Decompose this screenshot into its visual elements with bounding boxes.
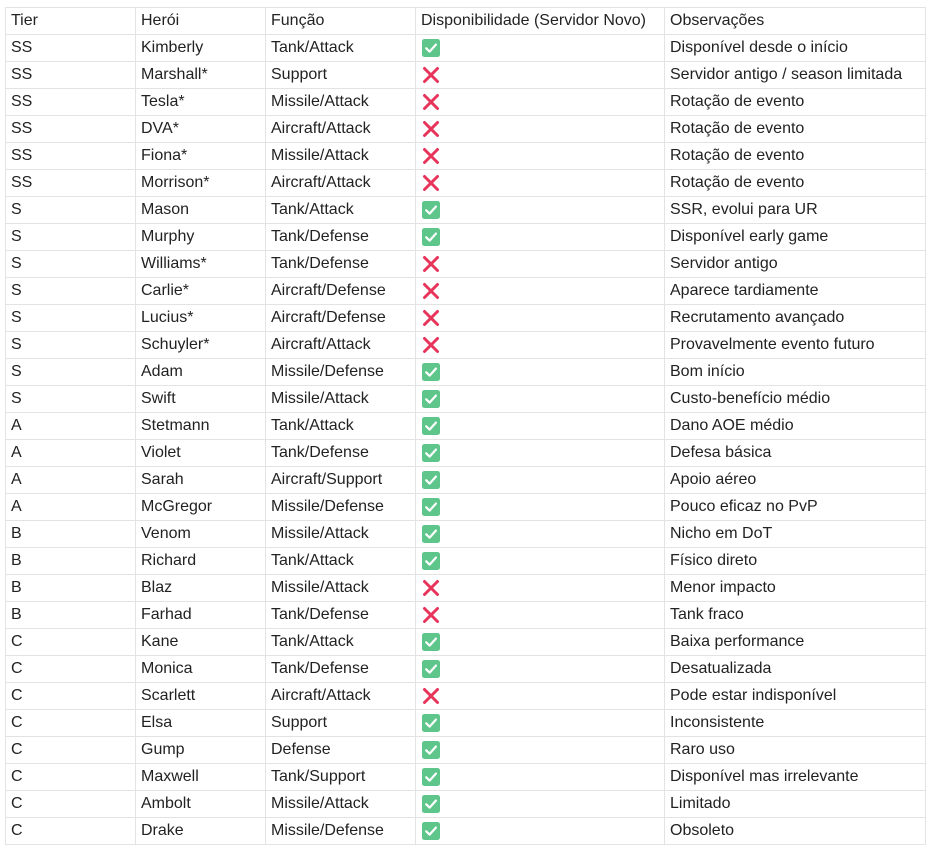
tier-cell: B [6, 521, 136, 548]
note-cell: Pode estar indisponível [665, 683, 926, 710]
role-cell: Missile/Attack [266, 791, 416, 818]
white-check-mark-icon [422, 633, 440, 651]
table-row [6, 116, 926, 143]
red-cross-mark-icon [422, 282, 440, 300]
note-cell: Custo-benefício médio [665, 386, 926, 413]
role-cell: Tank/Defense [266, 224, 416, 251]
note-cell: Disponível mas irrelevante [665, 764, 926, 791]
availability-cell [416, 791, 665, 818]
role-cell: Tank/Attack [266, 548, 416, 575]
table-row [6, 548, 926, 575]
table-row [6, 737, 926, 764]
hero-cell: Richard [136, 548, 266, 575]
note-cell: Servidor antigo / season limitada [665, 62, 926, 89]
hero-cell: Ambolt [136, 791, 266, 818]
availability-cell [416, 305, 665, 332]
note-cell: Disponível desde o início [665, 35, 926, 62]
table-row [6, 170, 926, 197]
table-row [6, 278, 926, 305]
note-cell: Menor impacto [665, 575, 926, 602]
tier-cell: S [6, 197, 136, 224]
hero-tier-table [5, 7, 926, 845]
availability-cell [416, 278, 665, 305]
red-cross-mark-icon [422, 93, 440, 111]
role-cell: Missile/Defense [266, 359, 416, 386]
note-cell: Dano AOE médio [665, 413, 926, 440]
white-check-mark-icon [422, 498, 440, 516]
hero-cell: Monica [136, 656, 266, 683]
role-cell: Missile/Attack [266, 143, 416, 170]
table-row [6, 224, 926, 251]
hero-cell: Schuyler* [136, 332, 266, 359]
tier-cell: SS [6, 62, 136, 89]
tier-cell: C [6, 764, 136, 791]
availability-cell [416, 683, 665, 710]
red-cross-mark-icon [422, 255, 440, 273]
note-cell: Rotação de evento [665, 116, 926, 143]
tier-cell: A [6, 494, 136, 521]
hero-cell: Elsa [136, 710, 266, 737]
white-check-mark-icon [422, 795, 440, 813]
availability-cell [416, 548, 665, 575]
note-cell: Nicho em DoT [665, 521, 926, 548]
red-cross-mark-icon [422, 174, 440, 192]
white-check-mark-icon [422, 768, 440, 786]
availability-cell [416, 521, 665, 548]
tier-cell: SS [6, 89, 136, 116]
hero-cell: Mason [136, 197, 266, 224]
availability-cell [416, 332, 665, 359]
tier-cell: S [6, 224, 136, 251]
tier-cell: C [6, 791, 136, 818]
table-row [6, 764, 926, 791]
white-check-mark-icon [422, 39, 440, 57]
table-row [6, 818, 926, 845]
table-row [6, 791, 926, 818]
availability-cell [416, 764, 665, 791]
table-row [6, 629, 926, 656]
hero-cell: Kimberly [136, 35, 266, 62]
role-cell: Missile/Attack [266, 386, 416, 413]
white-check-mark-icon [422, 201, 440, 219]
hero-cell: Lucius* [136, 305, 266, 332]
availability-cell [416, 224, 665, 251]
hero-cell: Scarlett [136, 683, 266, 710]
table-row [6, 305, 926, 332]
note-cell: Inconsistente [665, 710, 926, 737]
note-cell: Pouco eficaz no PvP [665, 494, 926, 521]
note-cell: Apoio aéreo [665, 467, 926, 494]
tier-cell: C [6, 737, 136, 764]
role-cell: Missile/Defense [266, 494, 416, 521]
note-cell: Limitado [665, 791, 926, 818]
table-row [6, 440, 926, 467]
tier-cell: S [6, 359, 136, 386]
header-row [6, 8, 926, 35]
hero-cell: Sarah [136, 467, 266, 494]
tier-cell: SS [6, 143, 136, 170]
hero-cell: Kane [136, 629, 266, 656]
table-row [6, 710, 926, 737]
white-check-mark-icon [422, 714, 440, 732]
tier-cell: S [6, 332, 136, 359]
role-cell: Support [266, 62, 416, 89]
note-cell: SSR, evolui para UR [665, 197, 926, 224]
table-row [6, 197, 926, 224]
hero-cell: Williams* [136, 251, 266, 278]
role-cell: Tank/Attack [266, 413, 416, 440]
note-cell: Baixa performance [665, 629, 926, 656]
availability-cell [416, 440, 665, 467]
red-cross-mark-icon [422, 120, 440, 138]
white-check-mark-icon [422, 822, 440, 840]
header-notes: Observações [665, 8, 926, 35]
white-check-mark-icon [422, 741, 440, 759]
tier-cell: C [6, 710, 136, 737]
table-row [6, 413, 926, 440]
role-cell: Missile/Attack [266, 575, 416, 602]
white-check-mark-icon [422, 363, 440, 381]
table-row [6, 656, 926, 683]
role-cell: Tank/Defense [266, 251, 416, 278]
tier-cell: C [6, 629, 136, 656]
hero-cell: Adam [136, 359, 266, 386]
role-cell: Tank/Defense [266, 656, 416, 683]
white-check-mark-icon [422, 417, 440, 435]
table-row [6, 386, 926, 413]
availability-cell [416, 89, 665, 116]
role-cell: Defense [266, 737, 416, 764]
availability-cell [416, 737, 665, 764]
white-check-mark-icon [422, 660, 440, 678]
tier-cell: S [6, 278, 136, 305]
role-cell: Tank/Support [266, 764, 416, 791]
table-row [6, 89, 926, 116]
note-cell: Raro uso [665, 737, 926, 764]
tier-cell: S [6, 305, 136, 332]
table-row [6, 521, 926, 548]
table-row [6, 251, 926, 278]
table-row [6, 62, 926, 89]
tier-cell: C [6, 683, 136, 710]
note-cell: Tank fraco [665, 602, 926, 629]
header-hero: Herói [136, 8, 266, 35]
tier-cell: C [6, 656, 136, 683]
hero-cell: Venom [136, 521, 266, 548]
red-cross-mark-icon [422, 66, 440, 84]
header-role: Função [266, 8, 416, 35]
hero-cell: Violet [136, 440, 266, 467]
availability-cell [416, 575, 665, 602]
tier-cell: A [6, 413, 136, 440]
white-check-mark-icon [422, 390, 440, 408]
hero-cell: Drake [136, 818, 266, 845]
red-cross-mark-icon [422, 579, 440, 597]
table-row [6, 494, 926, 521]
note-cell: Rotação de evento [665, 89, 926, 116]
hero-cell: Gump [136, 737, 266, 764]
hero-cell: Swift [136, 386, 266, 413]
header-availability: Disponibilidade (Servidor Novo) [416, 8, 665, 35]
availability-cell [416, 629, 665, 656]
table-row [6, 359, 926, 386]
hero-cell: Fiona* [136, 143, 266, 170]
table-row [6, 602, 926, 629]
availability-cell [416, 656, 665, 683]
availability-cell [416, 710, 665, 737]
hero-cell: Murphy [136, 224, 266, 251]
red-cross-mark-icon [422, 147, 440, 165]
availability-cell [416, 467, 665, 494]
white-check-mark-icon [422, 444, 440, 462]
table-row [6, 683, 926, 710]
role-cell: Missile/Attack [266, 89, 416, 116]
role-cell: Aircraft/Attack [266, 116, 416, 143]
availability-cell [416, 251, 665, 278]
availability-cell [416, 35, 665, 62]
note-cell: Servidor antigo [665, 251, 926, 278]
hero-cell: Carlie* [136, 278, 266, 305]
red-cross-mark-icon [422, 336, 440, 354]
red-cross-mark-icon [422, 309, 440, 327]
red-cross-mark-icon [422, 606, 440, 624]
availability-cell [416, 413, 665, 440]
role-cell: Tank/Attack [266, 629, 416, 656]
note-cell: Desatualizada [665, 656, 926, 683]
role-cell: Missile/Attack [266, 521, 416, 548]
hero-cell: Farhad [136, 602, 266, 629]
note-cell: Rotação de evento [665, 170, 926, 197]
hero-cell: DVA* [136, 116, 266, 143]
availability-cell [416, 818, 665, 845]
tier-cell: A [6, 440, 136, 467]
table-row [6, 575, 926, 602]
table-row [6, 143, 926, 170]
availability-cell [416, 143, 665, 170]
red-cross-mark-icon [422, 687, 440, 705]
role-cell: Missile/Defense [266, 818, 416, 845]
white-check-mark-icon [422, 525, 440, 543]
availability-cell [416, 197, 665, 224]
tier-cell: B [6, 548, 136, 575]
tier-cell: S [6, 251, 136, 278]
role-cell: Support [266, 710, 416, 737]
header-tier: Tier [6, 8, 136, 35]
role-cell: Aircraft/Attack [266, 332, 416, 359]
role-cell: Aircraft/Defense [266, 278, 416, 305]
tier-cell: B [6, 575, 136, 602]
availability-cell [416, 602, 665, 629]
tier-cell: S [6, 386, 136, 413]
tier-cell: SS [6, 170, 136, 197]
role-cell: Aircraft/Attack [266, 683, 416, 710]
note-cell: Físico direto [665, 548, 926, 575]
white-check-mark-icon [422, 471, 440, 489]
role-cell: Aircraft/Support [266, 467, 416, 494]
tier-cell: C [6, 818, 136, 845]
role-cell: Tank/Attack [266, 35, 416, 62]
hero-cell: Tesla* [136, 89, 266, 116]
note-cell: Recrutamento avançado [665, 305, 926, 332]
hero-cell: McGregor [136, 494, 266, 521]
hero-cell: Morrison* [136, 170, 266, 197]
note-cell: Obsoleto [665, 818, 926, 845]
role-cell: Tank/Defense [266, 602, 416, 629]
note-cell: Rotação de evento [665, 143, 926, 170]
table-body [6, 35, 926, 845]
tier-cell: SS [6, 116, 136, 143]
note-cell: Disponível early game [665, 224, 926, 251]
role-cell: Aircraft/Attack [266, 170, 416, 197]
tier-cell: A [6, 467, 136, 494]
table-row [6, 35, 926, 62]
white-check-mark-icon [422, 228, 440, 246]
hero-cell: Maxwell [136, 764, 266, 791]
hero-cell: Marshall* [136, 62, 266, 89]
table-row [6, 332, 926, 359]
role-cell: Aircraft/Defense [266, 305, 416, 332]
white-check-mark-icon [422, 552, 440, 570]
tier-cell: SS [6, 35, 136, 62]
role-cell: Tank/Defense [266, 440, 416, 467]
hero-cell: Blaz [136, 575, 266, 602]
tier-cell: B [6, 602, 136, 629]
availability-cell [416, 116, 665, 143]
note-cell: Provavelmente evento futuro [665, 332, 926, 359]
table-row [6, 467, 926, 494]
note-cell: Aparece tardiamente [665, 278, 926, 305]
availability-cell [416, 359, 665, 386]
availability-cell [416, 62, 665, 89]
note-cell: Defesa básica [665, 440, 926, 467]
availability-cell [416, 386, 665, 413]
note-cell: Bom início [665, 359, 926, 386]
role-cell: Tank/Attack [266, 197, 416, 224]
availability-cell [416, 494, 665, 521]
availability-cell [416, 170, 665, 197]
hero-cell: Stetmann [136, 413, 266, 440]
